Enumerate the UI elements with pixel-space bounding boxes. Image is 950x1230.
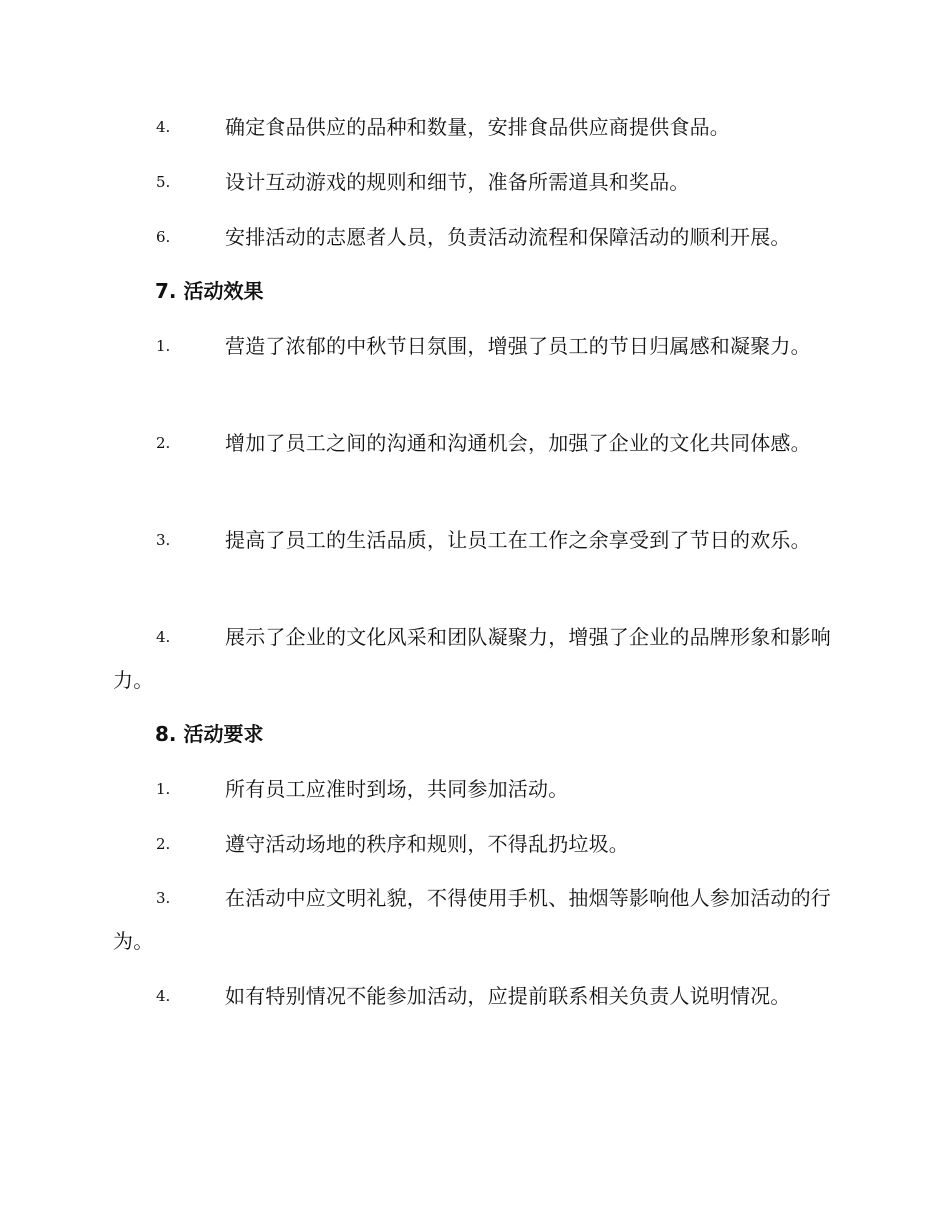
list-item-text: 设计互动游戏的规则和细节，准备所需道具和奖品。 [225,170,690,194]
list-item-number: 1. [156,780,171,798]
list-item [113,975,838,1018]
list-item-text: 遵守活动场地的秩序和规则，不得乱扔垃圾。 [225,832,629,856]
list-item [113,161,838,204]
section-heading: 8. 活动要求 [155,722,264,746]
list-item-text: 如有特别情况不能参加活动，应提前联系相关负责人说明情况。 [225,984,791,1008]
section-heading: 7. 活动效果 [155,279,264,303]
list-item [113,616,838,702]
list-item-number: 5. [156,173,171,191]
list-item-number: 2. [156,434,171,452]
list-item [113,422,838,465]
list-item [113,768,838,811]
list-item-number: 1. [156,337,171,355]
list-item-text: 在活动中应文明礼貌，不得使用手机、抽烟等影响他人参加活动的行为。 [113,886,831,953]
list-item-text: 增加了员工之间的沟通和沟通机会，加强了企业的文化共同体感。 [225,431,811,455]
list-item-number: 6. [156,228,171,246]
list-item-number: 4. [156,628,171,646]
list-item-number: 4. [156,118,171,136]
list-item [113,106,838,149]
list-item-number: 3. [156,531,171,549]
list-item-number: 3. [156,889,171,907]
list-item-number: 4. [156,987,171,1005]
list-item-text: 确定食品供应的品种和数量，安排食品供应商提供食品。 [225,115,730,139]
list-item-text: 所有员工应准时到场，共同参加活动。 [225,777,569,801]
list-item [113,519,838,562]
list-item-text: 展示了企业的文化风采和团队凝聚力，增强了企业的品牌形象和影响力。 [113,625,831,692]
list-item [113,216,838,259]
list-item-number: 2. [156,835,171,853]
list-item-text: 提高了员工的生活品质，让员工在工作之余享受到了节日的欢乐。 [225,528,811,552]
list-item-text: 安排活动的志愿者人员，负责活动流程和保障活动的顺利开展。 [225,225,791,249]
list-item [113,877,838,963]
list-item [113,325,838,368]
list-item [113,823,838,866]
list-item-text: 营造了浓郁的中秋节日氛围，增强了员工的节日归属感和凝聚力。 [225,334,811,358]
